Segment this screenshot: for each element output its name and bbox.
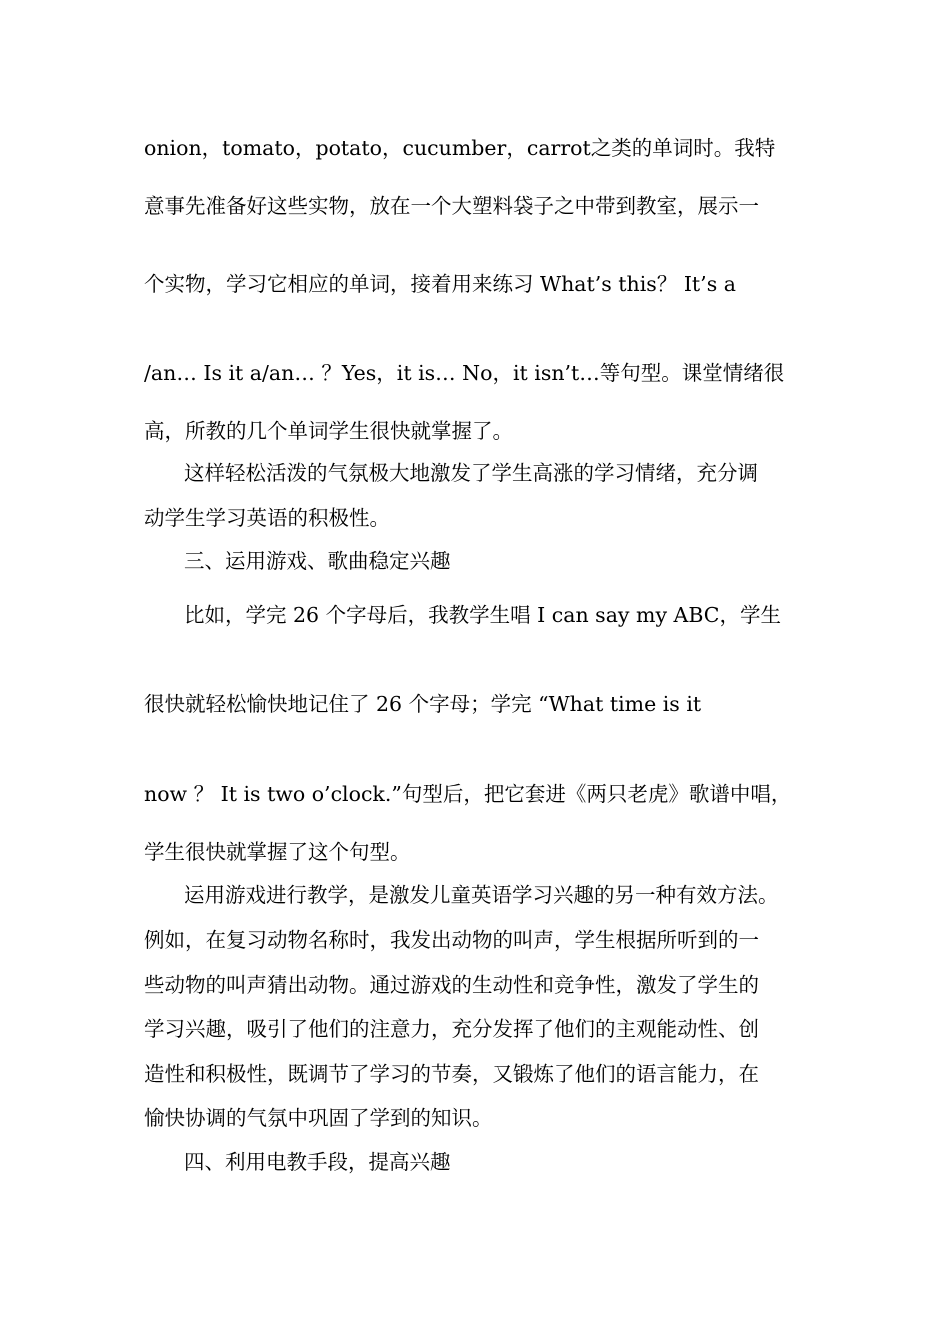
paragraph-line-2: 意事先准备好这些实物，放在一个大塑料袋子之中带到教室，展示一 — [144, 194, 759, 218]
paragraph-line-7: 动学生学习英语的积极性。 — [144, 506, 390, 530]
paragraph-line-12: 运用游戏进行教学，是激发儿童英语学习兴趣的另一种有效方法。 — [184, 883, 779, 907]
paragraph-line-16: 造性和积极性，既调节了学习的节奏，又锻炼了他们的语言能力，在 — [144, 1062, 759, 1086]
paragraph-line-3: 个实物，学习它相应的单词，接着用来练习 What’s this？ It’s a — [144, 272, 736, 296]
section-heading-4: 四、利用电教手段，提高兴趣 — [184, 1150, 451, 1174]
section-heading-3: 三、运用游戏、歌曲稳定兴趣 — [184, 549, 451, 573]
paragraph-line-13: 例如，在复习动物名称时，我发出动物的叫声，学生根据所听到的一 — [144, 928, 759, 952]
paragraph-line-11: 学生很快就掌握了这个句型。 — [144, 840, 411, 864]
paragraph-line-5: 高，所教的几个单词学生很快就掌握了。 — [144, 419, 513, 443]
paragraph-line-1: onion，tomato，potato，cucumber，carrot之类的单词时。我特 — [144, 136, 776, 160]
paragraph-line-15: 学习兴趣，吸引了他们的注意力，充分发挥了他们的主观能动性、创 — [144, 1017, 759, 1041]
paragraph-line-14: 些动物的叫声猜出动物。通过游戏的生动性和竞争性，激发了学生的 — [144, 973, 759, 997]
paragraph-line-4: /an… Is it a/an… ？Yes，it is… No，it isn’t…等句型。课堂情绪很 — [144, 361, 785, 385]
paragraph-line-17: 愉快协调的气氛中巩固了学到的知识。 — [144, 1106, 493, 1130]
paragraph-line-6: 这样轻松活泼的气氛极大地激发了学生高涨的学习情绪，充分调 — [184, 461, 758, 485]
paragraph-line-10: now ？ It is two o’clock.”句型后，把它套进《两只老虎》歌谱中唱， — [144, 782, 792, 806]
paragraph-line-9: 很快就轻松愉快地记住了 26 个字母；学完 “What time is it — [144, 692, 702, 716]
paragraph-line-8: 比如，学完 26 个字母后，我教学生唱 I can say my ABC，学生 — [184, 603, 781, 627]
